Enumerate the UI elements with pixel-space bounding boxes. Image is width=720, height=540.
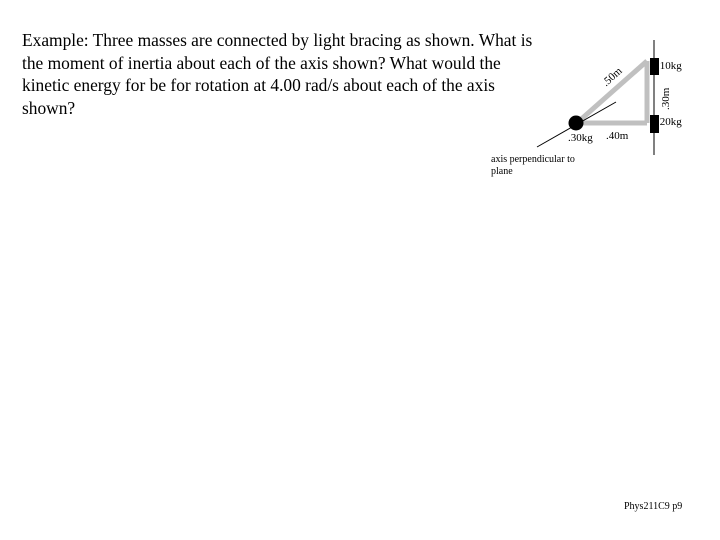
mass-left-label: .30kg [568, 132, 593, 144]
page-footer: Phys211C9 p9 [624, 501, 683, 512]
problem-text: Example: Three masses are connected by light bracing as shown. What is the moment of inertia about each of the axis shown? What would the kinetic energy for be for rotation at 4.00 rad/s about each of the axis shown? [22, 30, 533, 118]
mass-bottom-right-label: .20kg [657, 116, 682, 128]
horizontal-length-label: .40m [606, 130, 629, 142]
mass-top-label: .10kg [657, 60, 682, 72]
hypotenuse-length-label: .50m [600, 65, 625, 89]
vertical-length-label: .30m [660, 87, 672, 110]
axis-label: axis perpendicular to plane [491, 154, 575, 177]
mass-left [569, 116, 584, 131]
